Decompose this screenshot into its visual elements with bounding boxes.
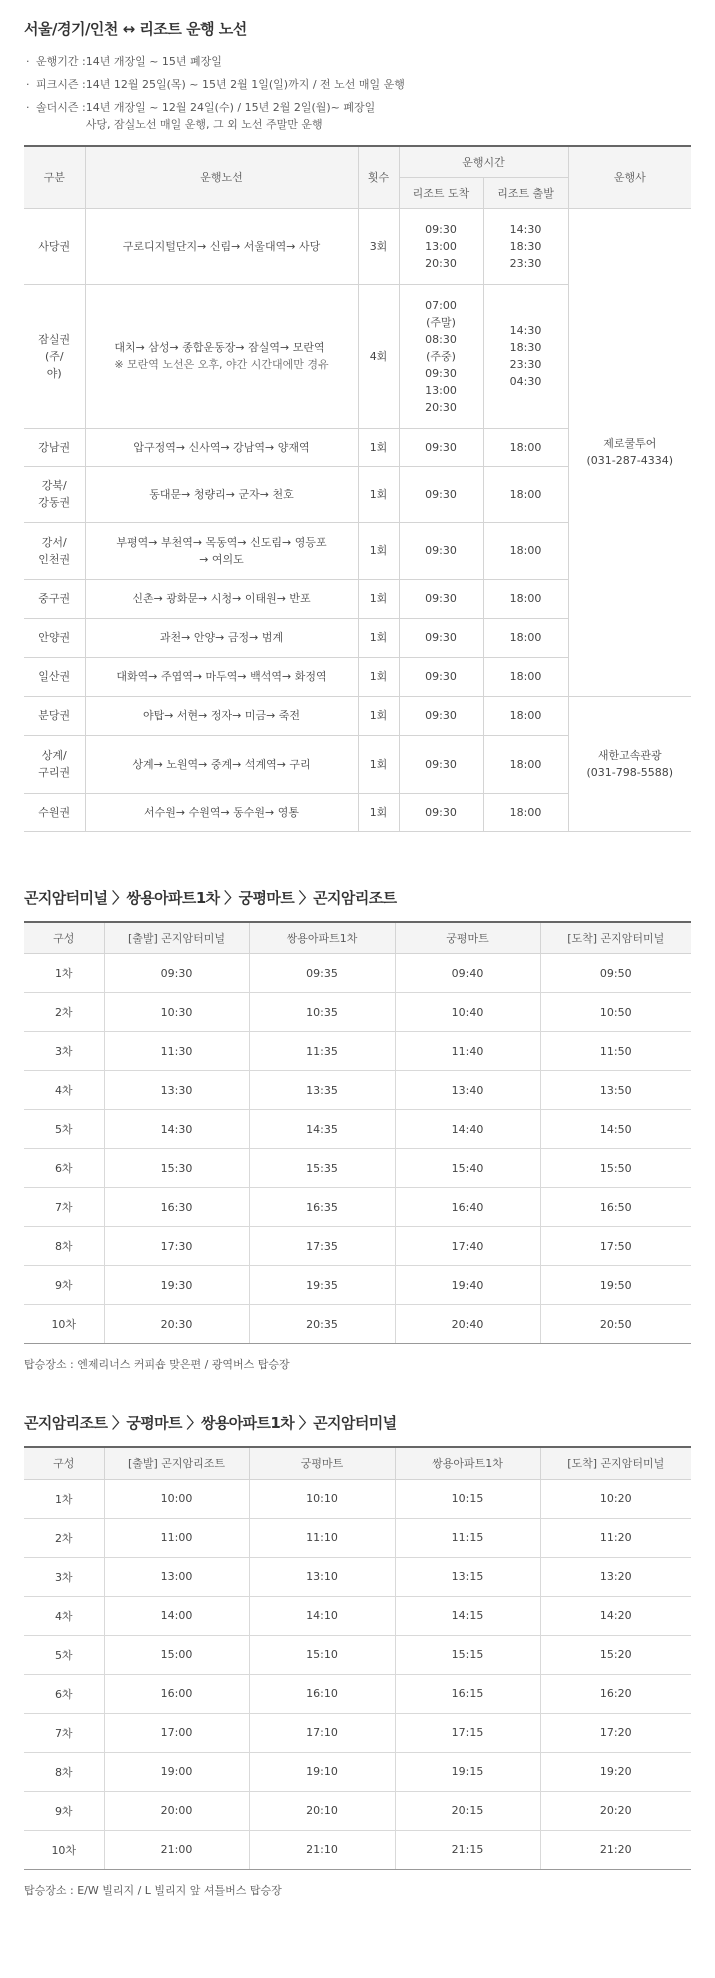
table-row: [24, 1032, 691, 1071]
time-cell: 19:30: [104, 1266, 249, 1305]
header-region: 구분: [24, 146, 85, 208]
table-row: [24, 1557, 691, 1596]
time-cell: 16:40: [395, 1188, 540, 1227]
count-cell: 1회: [358, 579, 399, 618]
time-cell: 10:15: [395, 1479, 540, 1518]
table-row: [24, 1752, 691, 1791]
region-cell: 중구권: [24, 579, 85, 618]
table-row: [24, 1596, 691, 1635]
info-item-peak: [24, 76, 691, 93]
time-cell: 09:30: [104, 954, 249, 993]
time-cell: 15:20: [540, 1635, 691, 1674]
count-cell: 1회: [358, 466, 399, 522]
run-number-cell: 10차: [24, 1830, 104, 1869]
time-cell: 21:15: [395, 1830, 540, 1869]
table-row: [24, 1071, 691, 1110]
time-cell: 11:20: [540, 1518, 691, 1557]
time-cell: 09:50: [540, 954, 691, 993]
column-header: [도착] 곤지암터미널: [540, 922, 691, 954]
table-row: [24, 696, 691, 735]
time-cell: 20:40: [395, 1305, 540, 1344]
region-cell: 사당권: [24, 208, 85, 284]
route-cell: 상계→ 노원역→ 중계→ 석계역→ 구리: [85, 735, 358, 793]
region-cell: 안양권: [24, 618, 85, 657]
run-number-cell: 4차: [24, 1596, 104, 1635]
table-row: [24, 1110, 691, 1149]
time-cell: 16:20: [540, 1674, 691, 1713]
time-cell: 19:35: [249, 1266, 395, 1305]
time-cell: 15:40: [395, 1149, 540, 1188]
header-count: 횟수: [358, 146, 399, 208]
route-cell: 동대문→ 청량리→ 군자→ 천호: [85, 466, 358, 522]
count-cell: 1회: [358, 657, 399, 696]
route-cell: 서수원→ 수원역→ 동수원→ 영통: [85, 793, 358, 831]
table-row: [24, 1479, 691, 1518]
depart-cell: 18:00: [483, 696, 568, 735]
time-cell: 11:15: [395, 1518, 540, 1557]
depart-cell: 18:00: [483, 428, 568, 466]
info-value: 14년 개장일 ~ 15년 폐장일: [85, 55, 222, 68]
time-cell: 11:40: [395, 1032, 540, 1071]
run-number-cell: 9차: [24, 1791, 104, 1830]
depart-cell: 18:00: [483, 522, 568, 579]
run-number-cell: 10차: [24, 1305, 104, 1344]
time-cell: 14:50: [540, 1110, 691, 1149]
count-cell: 1회: [358, 696, 399, 735]
route-table: [24, 145, 691, 832]
table-row: [24, 1635, 691, 1674]
column-header: 궁평마트: [249, 1447, 395, 1479]
table-row: [24, 1791, 691, 1830]
run-number-cell: 5차: [24, 1635, 104, 1674]
column-header: 구성: [24, 922, 104, 954]
time-cell: 10:10: [249, 1479, 395, 1518]
arrive-cell: 09:30: [399, 466, 483, 522]
time-cell: 19:50: [540, 1266, 691, 1305]
time-cell: 16:50: [540, 1188, 691, 1227]
time-cell: 14:20: [540, 1596, 691, 1635]
time-cell: 09:35: [249, 954, 395, 993]
run-number-cell: 2차: [24, 1518, 104, 1557]
count-cell: 4회: [358, 284, 399, 428]
route-text: 대치→ 삼성→ 종합운동장→ 잠실역→ 모란역: [114, 341, 325, 354]
time-cell: 17:50: [540, 1227, 691, 1266]
arrive-cell: 09:30: [399, 522, 483, 579]
time-cell: 13:15: [395, 1557, 540, 1596]
time-cell: 11:00: [104, 1518, 249, 1557]
time-cell: 13:10: [249, 1557, 395, 1596]
time-cell: 16:35: [249, 1188, 395, 1227]
time-cell: 10:40: [395, 993, 540, 1032]
table-row: [24, 208, 691, 284]
run-number-cell: 7차: [24, 1188, 104, 1227]
count-cell: 1회: [358, 618, 399, 657]
table-row: [24, 1518, 691, 1557]
arrive-cell: 09:30: [399, 793, 483, 831]
time-cell: 13:35: [249, 1071, 395, 1110]
operator-cell: 제로쿨투어 (031-287-4334): [568, 208, 691, 696]
time-cell: 14:15: [395, 1596, 540, 1635]
time-cell: 11:35: [249, 1032, 395, 1071]
time-cell: 11:10: [249, 1518, 395, 1557]
time-cell: 10:50: [540, 993, 691, 1032]
shuttle-resort-title: 곤지암리조트 〉궁평마트 〉쌍용아파트1차 〉곤지암터미널: [24, 1414, 397, 1432]
time-cell: 17:35: [249, 1227, 395, 1266]
header-depart: 리조트 출발: [483, 177, 568, 208]
time-cell: 16:30: [104, 1188, 249, 1227]
arrive-cell: 09:30 13:00 20:30: [399, 208, 483, 284]
time-cell: 14:40: [395, 1110, 540, 1149]
column-header: [출발] 곤지암터미널: [104, 922, 249, 954]
header-route: 운행노선: [85, 146, 358, 208]
time-cell: 17:30: [104, 1227, 249, 1266]
arrive-cell: 09:30: [399, 735, 483, 793]
time-cell: 21:10: [249, 1830, 395, 1869]
column-header: [출발] 곤지암리조트: [104, 1447, 249, 1479]
time-cell: 11:30: [104, 1032, 249, 1071]
run-number-cell: 5차: [24, 1110, 104, 1149]
boarding-location-caption: 탑승장소 : E/W 빌리지 / L 빌리지 앞 셔틀버스 탑승장: [24, 1883, 282, 1897]
info-item-period: [24, 53, 691, 70]
arrive-cell: 09:30: [399, 696, 483, 735]
route-note: ※ 모란역 노선은 오후, 야간 시간대에만 경유: [114, 358, 329, 371]
run-number-cell: 6차: [24, 1674, 104, 1713]
arrive-cell: 07:00 (주말) 08:30 (주중) 09:30 13:00 20:30: [399, 284, 483, 428]
run-number-cell: 1차: [24, 1479, 104, 1518]
table-row: [24, 954, 691, 993]
arrive-cell: 09:30: [399, 618, 483, 657]
depart-cell: 18:00: [483, 579, 568, 618]
region-cell: 상계/ 구리권: [24, 735, 85, 793]
run-number-cell: 3차: [24, 1557, 104, 1596]
time-cell: 15:10: [249, 1635, 395, 1674]
time-cell: 19:00: [104, 1752, 249, 1791]
operation-info-list: [24, 53, 691, 133]
time-cell: 15:30: [104, 1149, 249, 1188]
shuttle-resort-table: [24, 1446, 691, 1870]
time-cell: 16:00: [104, 1674, 249, 1713]
header-row: [24, 922, 691, 954]
shuttle-terminal-table: [24, 921, 691, 1345]
time-cell: 15:50: [540, 1149, 691, 1188]
time-cell: 11:50: [540, 1032, 691, 1071]
run-number-cell: 6차: [24, 1149, 104, 1188]
column-header: [도착] 곤지암터미널: [540, 1447, 691, 1479]
operator-cell: 새한고속관광 (031-798-5588): [568, 696, 691, 831]
time-cell: 15:15: [395, 1635, 540, 1674]
time-cell: 17:10: [249, 1713, 395, 1752]
time-cell: 13:20: [540, 1557, 691, 1596]
time-cell: 13:40: [395, 1071, 540, 1110]
table-row: [24, 993, 691, 1032]
depart-cell: 18:00: [483, 618, 568, 657]
shuttle-terminal-title: 곤지암터미널 〉쌍용아파트1차 〉궁평마트 〉곤지암리조트: [24, 888, 397, 907]
time-cell: 21:20: [540, 1830, 691, 1869]
time-cell: 10:35: [249, 993, 395, 1032]
time-cell: 20:30: [104, 1305, 249, 1344]
time-cell: 21:00: [104, 1830, 249, 1869]
table-row: [24, 1266, 691, 1305]
time-cell: 17:20: [540, 1713, 691, 1752]
region-cell: 분당권: [24, 696, 85, 735]
time-cell: 19:15: [395, 1752, 540, 1791]
time-cell: 19:10: [249, 1752, 395, 1791]
count-cell: 3회: [358, 208, 399, 284]
route-cell: 대화역→ 주엽역→ 마두역→ 백석역→ 화정역: [85, 657, 358, 696]
time-cell: 14:10: [249, 1596, 395, 1635]
time-cell: 16:15: [395, 1674, 540, 1713]
time-cell: 20:20: [540, 1791, 691, 1830]
route-cell: 야탑→ 서현→ 정자→ 미금→ 죽전: [85, 696, 358, 735]
table-row: [24, 1830, 691, 1869]
time-cell: 20:10: [249, 1791, 395, 1830]
column-header: 궁평마트: [395, 922, 540, 954]
table-row: [24, 1713, 691, 1752]
time-cell: 14:30: [104, 1110, 249, 1149]
time-cell: 15:35: [249, 1149, 395, 1188]
route-cell: 구로디지털단지→ 신림→ 서울대역→ 사당: [85, 208, 358, 284]
depart-cell: 14:30 18:30 23:30 04:30: [483, 284, 568, 428]
time-cell: 19:40: [395, 1266, 540, 1305]
header-row: [24, 1447, 691, 1479]
depart-cell: 18:00: [483, 466, 568, 522]
depart-cell: 18:00: [483, 735, 568, 793]
depart-cell: 18:00: [483, 793, 568, 831]
table-row: [24, 1188, 691, 1227]
info-item-shoulder: [24, 99, 691, 133]
time-cell: 17:00: [104, 1713, 249, 1752]
time-cell: 17:15: [395, 1713, 540, 1752]
run-number-cell: 4차: [24, 1071, 104, 1110]
route-cell: 신촌→ 광화문→ 시청→ 이태원→ 반포: [85, 579, 358, 618]
time-cell: 20:00: [104, 1791, 249, 1830]
table-row: [24, 1227, 691, 1266]
header-arrive: 리조트 도착: [399, 177, 483, 208]
info-key: · 피크시즌 :: [36, 78, 86, 91]
arrive-cell: 09:30: [399, 579, 483, 618]
info-value: 14년 12월 25일(목) ~ 15년 2월 1일(일)까지 / 전 노선 매일 운행: [85, 78, 405, 91]
info-value: 14년 개장일 ~ 12월 24일(수) / 15년 2월 2일(월)~ 폐장일 사당, 잠실노선 매일 운행, 그 외 노선 주말만 운행: [85, 101, 376, 131]
run-number-cell: 2차: [24, 993, 104, 1032]
run-number-cell: 8차: [24, 1752, 104, 1791]
region-cell: 강북/ 강동권: [24, 466, 85, 522]
table-row: [24, 1305, 691, 1344]
time-cell: 20:15: [395, 1791, 540, 1830]
route-cell: 압구정역→ 신사역→ 강남역→ 양재역: [85, 428, 358, 466]
header-time: 운행시간: [399, 146, 568, 177]
time-cell: 20:35: [249, 1305, 395, 1344]
time-cell: 19:20: [540, 1752, 691, 1791]
time-cell: 15:00: [104, 1635, 249, 1674]
run-number-cell: 7차: [24, 1713, 104, 1752]
count-cell: 1회: [358, 793, 399, 831]
time-cell: 14:35: [249, 1110, 395, 1149]
region-cell: 강남권: [24, 428, 85, 466]
run-number-cell: 3차: [24, 1032, 104, 1071]
depart-cell: 18:00: [483, 657, 568, 696]
region-cell: 강서/ 인천권: [24, 522, 85, 579]
table-row: [24, 1674, 691, 1713]
region-cell: 수원권: [24, 793, 85, 831]
count-cell: 1회: [358, 735, 399, 793]
info-key: · 운행기간 :: [36, 55, 86, 68]
boarding-location-caption: 탑승장소 : 엔제리너스 커피숍 맞은편 / 광역버스 탑승장: [24, 1358, 290, 1371]
info-key: · 솔더시즌 :: [36, 101, 86, 114]
arrive-cell: 09:30: [399, 657, 483, 696]
region-cell: 잠실권 (주/ 야): [24, 284, 85, 428]
run-number-cell: 1차: [24, 954, 104, 993]
arrive-cell: 09:30: [399, 428, 483, 466]
route-cell: 과천→ 안양→ 금정→ 범계: [85, 618, 358, 657]
count-cell: 1회: [358, 522, 399, 579]
time-cell: 14:00: [104, 1596, 249, 1635]
header-operator: 운행사: [568, 146, 691, 208]
time-cell: 10:00: [104, 1479, 249, 1518]
run-number-cell: 9차: [24, 1266, 104, 1305]
time-cell: 10:30: [104, 993, 249, 1032]
time-cell: 13:00: [104, 1557, 249, 1596]
route-cell: 부평역→ 부천역→ 목동역→ 신도림→ 영등포 → 여의도: [85, 522, 358, 579]
count-cell: 1회: [358, 428, 399, 466]
time-cell: 20:50: [540, 1305, 691, 1344]
table-row: [24, 1149, 691, 1188]
time-cell: 17:40: [395, 1227, 540, 1266]
time-cell: 09:40: [395, 954, 540, 993]
route-section-title: 서울/경기/인천 ↔ 리조트 운행 노선: [24, 20, 247, 38]
time-cell: 10:20: [540, 1479, 691, 1518]
time-cell: 13:50: [540, 1071, 691, 1110]
time-cell: 13:30: [104, 1071, 249, 1110]
depart-cell: 14:30 18:30 23:30: [483, 208, 568, 284]
column-header: 쌍용아파트1차: [249, 922, 395, 954]
column-header: 쌍용아파트1차: [395, 1447, 540, 1479]
column-header: 구성: [24, 1447, 104, 1479]
region-cell: 일산권: [24, 657, 85, 696]
route-cell: [85, 284, 358, 428]
run-number-cell: 8차: [24, 1227, 104, 1266]
time-cell: 16:10: [249, 1674, 395, 1713]
